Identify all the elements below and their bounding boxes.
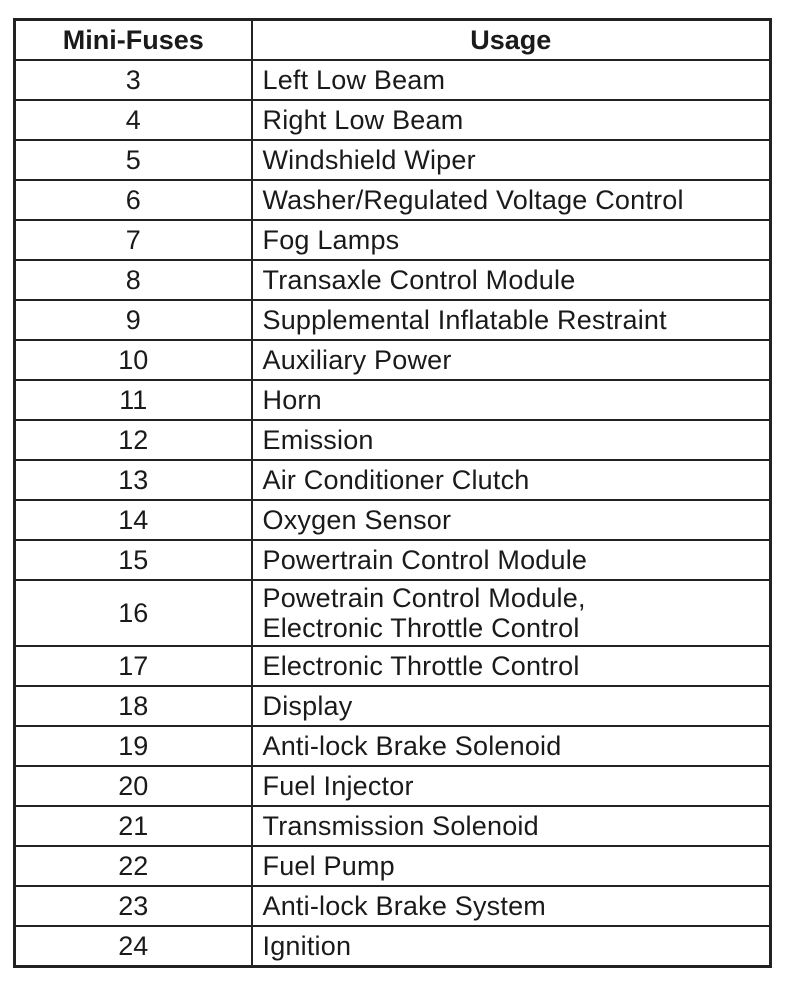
fuse-usage bbox=[252, 420, 771, 460]
fuse-usage-line: Horn bbox=[262, 385, 322, 415]
fuse-usage bbox=[252, 140, 771, 180]
fuse-number: 7 bbox=[15, 220, 252, 260]
fuse-usage bbox=[252, 540, 771, 580]
fuse-number: 3 bbox=[15, 60, 252, 100]
fuse-usage-line: Oxygen Sensor bbox=[262, 505, 452, 535]
fuse-number: 4 bbox=[15, 100, 252, 140]
header-usage: Usage bbox=[252, 20, 771, 61]
fuse-usage-line: Powertrain Control Module bbox=[262, 545, 588, 575]
fuse-usage bbox=[252, 686, 771, 726]
fuse-usage-line: Fuel Injector bbox=[262, 771, 414, 801]
header-mini-fuses: Mini-Fuses bbox=[15, 20, 252, 61]
fuse-usage bbox=[252, 340, 771, 380]
fuse-number: 11 bbox=[15, 380, 252, 420]
fuse-usage-line: Ignition bbox=[262, 931, 352, 961]
table-row bbox=[15, 926, 771, 967]
fuse-usage-line: Electronic Throttle Control bbox=[262, 651, 580, 681]
table-row bbox=[15, 580, 771, 646]
fuse-usage bbox=[252, 886, 771, 926]
fuse-number: 21 bbox=[15, 806, 252, 846]
fuse-usage-line: Anti-lock Brake Solenoid bbox=[262, 731, 562, 761]
fuse-usage bbox=[252, 60, 771, 100]
fuse-number: 22 bbox=[15, 846, 252, 886]
table-row bbox=[15, 500, 771, 540]
table-row bbox=[15, 260, 771, 300]
fuse-number: 5 bbox=[15, 140, 252, 180]
fuse-usage bbox=[252, 726, 771, 766]
fuse-usage-line: Auxiliary Power bbox=[262, 345, 452, 375]
table-row bbox=[15, 766, 771, 806]
fuse-usage-line: Windshield Wiper bbox=[262, 145, 476, 175]
table-row bbox=[15, 60, 771, 100]
table-row bbox=[15, 646, 771, 686]
fuse-usage bbox=[252, 926, 771, 967]
table-row bbox=[15, 180, 771, 220]
fuse-usage bbox=[252, 806, 771, 846]
fuse-usage-line: Powetrain Control Module, bbox=[262, 583, 586, 613]
fuse-usage-line: Supplemental Inflatable Restraint bbox=[262, 305, 667, 335]
fuse-usage-line: Right Low Beam bbox=[262, 105, 464, 135]
fuse-number: 16 bbox=[15, 580, 252, 646]
fuse-number: 9 bbox=[15, 300, 252, 340]
fuse-number: 18 bbox=[15, 686, 252, 726]
fuse-usage bbox=[252, 766, 771, 806]
table-row bbox=[15, 686, 771, 726]
table-row bbox=[15, 806, 771, 846]
fuse-number: 15 bbox=[15, 540, 252, 580]
fuse-usage bbox=[252, 380, 771, 420]
table-header-row bbox=[15, 20, 771, 61]
fuse-usage bbox=[252, 500, 771, 540]
table-row bbox=[15, 420, 771, 460]
fuse-number: 24 bbox=[15, 926, 252, 967]
fuse-number: 8 bbox=[15, 260, 252, 300]
table-row bbox=[15, 540, 771, 580]
fuse-number: 13 bbox=[15, 460, 252, 500]
fuse-number: 14 bbox=[15, 500, 252, 540]
fuse-usage-line: Fuel Pump bbox=[262, 851, 395, 881]
fuse-usage-line: Washer/Regulated Voltage Control bbox=[262, 185, 684, 215]
fuse-usage bbox=[252, 300, 771, 340]
fuse-usage bbox=[252, 100, 771, 140]
table-row bbox=[15, 846, 771, 886]
fuse-usage-line: Display bbox=[262, 691, 353, 721]
table-row bbox=[15, 300, 771, 340]
fuse-usage bbox=[252, 180, 771, 220]
fuse-number: 23 bbox=[15, 886, 252, 926]
fuse-number: 20 bbox=[15, 766, 252, 806]
fuse-number: 12 bbox=[15, 420, 252, 460]
fuse-number: 19 bbox=[15, 726, 252, 766]
fuse-usage bbox=[252, 580, 771, 646]
fuse-usage bbox=[252, 260, 771, 300]
fuse-usage bbox=[252, 460, 771, 500]
table-row bbox=[15, 100, 771, 140]
fuse-usage-line: Fog Lamps bbox=[262, 225, 400, 255]
fuse-usage bbox=[252, 220, 771, 260]
table-row bbox=[15, 726, 771, 766]
fuse-number: 6 bbox=[15, 180, 252, 220]
fuse-usage-line: Air Conditioner Clutch bbox=[262, 465, 530, 495]
fuse-number: 10 bbox=[15, 340, 252, 380]
fuse-usage bbox=[252, 846, 771, 886]
fuse-number: 17 bbox=[15, 646, 252, 686]
fuse-usage-line: Anti-lock Brake System bbox=[262, 891, 546, 921]
fuse-usage bbox=[252, 646, 771, 686]
table-row bbox=[15, 340, 771, 380]
table-row bbox=[15, 460, 771, 500]
fuse-usage-line: Left Low Beam bbox=[262, 65, 446, 95]
mini-fuse-usage-table bbox=[13, 18, 772, 968]
fuse-usage-line: Electronic Throttle Control bbox=[262, 613, 580, 643]
table-body bbox=[15, 60, 771, 967]
fuse-usage-line: Transaxle Control Module bbox=[262, 265, 576, 295]
fuse-usage-line: Transmission Solenoid bbox=[262, 811, 539, 841]
table-row bbox=[15, 220, 771, 260]
table-row bbox=[15, 140, 771, 180]
fuse-usage-line: Emission bbox=[262, 425, 374, 455]
table-row bbox=[15, 886, 771, 926]
table-row bbox=[15, 380, 771, 420]
